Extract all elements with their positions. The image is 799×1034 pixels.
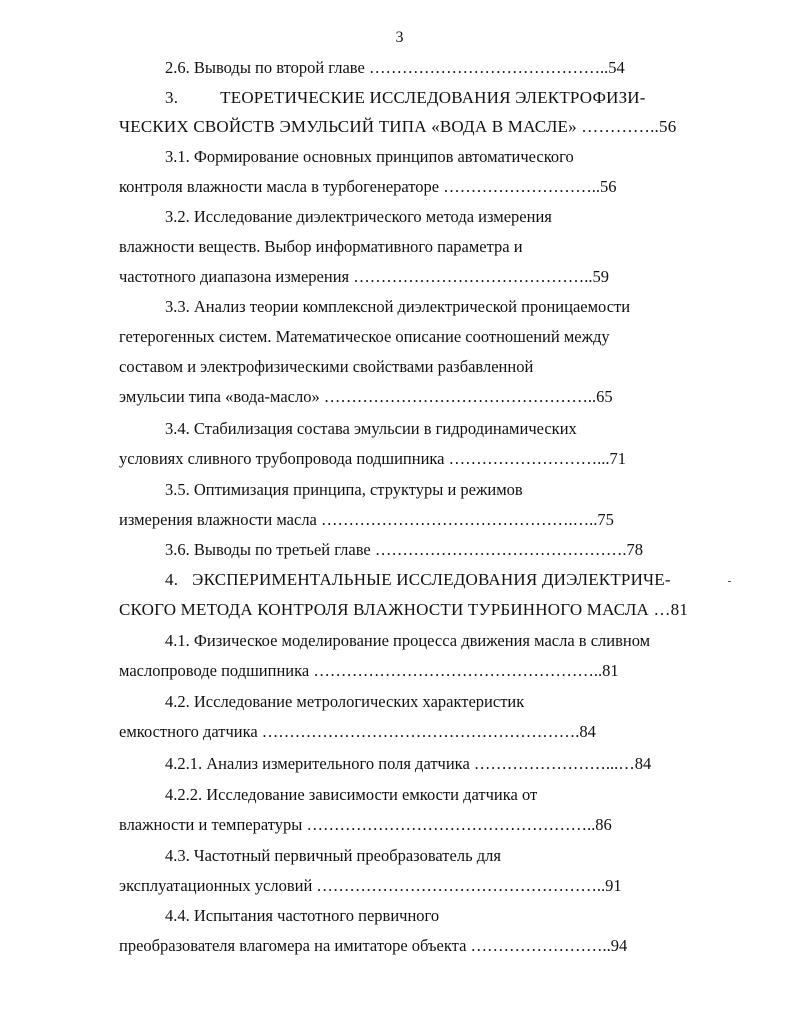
toc-entry-4-4: 4.4. Испытания частотного первичного [165, 906, 440, 925]
toc-chapter-4-number: 4. [165, 570, 179, 589]
toc-entry-3-3-cont-2: составом и электрофизическими свойствами разбавленной [119, 357, 534, 376]
toc-entry-3-3-cont-1: гетерогенных систем. Математическое описание соотношений между [119, 327, 610, 346]
toc-entry-3-3: 3.3. Анализ теории комплексной диэлектрической проницаемости [165, 297, 631, 316]
scan-speck [728, 581, 731, 582]
page-number: 3 [395, 29, 404, 46]
toc-entry-4-3: 4.3. Частотный первичный преобразователь для [165, 846, 501, 865]
toc-entry-2-6: 2.6. Выводы по второй главе ……………………………………..54 [165, 58, 625, 77]
toc-chapter-3-heading [165, 87, 646, 109]
toc-chapter-3-number: 3. [165, 88, 179, 107]
toc-chapter-4-title-cont: СКОГО МЕТОДА КОНТРОЛЯ ВЛАЖНОСТИ ТУРБИННОГО МАСЛА …81 [119, 600, 689, 619]
toc-entry-4-3-cont: эксплуатационных условий ……………………………………………..91 [119, 876, 622, 895]
toc-entry-4-4-cont: преобразователя влагомера на имитаторе объекта ……………………..94 [119, 936, 628, 955]
toc-entry-4-2: 4.2. Исследование метрологических характеристик [165, 692, 525, 711]
toc-entry-4-2-2-cont: влажности и температуры ……………………………………………..86 [119, 815, 612, 834]
toc-entry-3-4-cont: условиях сливного трубопровода подшипника ………………………...71 [119, 449, 626, 468]
toc-entry-3-5-cont: измерения влажности масла ……………………………………….…..75 [119, 510, 614, 529]
toc-entry-3-6: 3.6. Выводы по третьей главе ……………………………………….78 [165, 540, 643, 559]
toc-entry-4-2-2: 4.2.2. Исследование зависимости емкости датчика от [165, 785, 538, 804]
toc-chapter-4-title: ЭКСПЕРИМЕНТАЛЬНЫЕ ИССЛЕДОВАНИЯ ДИЭЛЕКТРИЧЕ- [192, 570, 671, 589]
toc-entry-3-5: 3.5. Оптимизация принципа, структуры и режимов [165, 480, 523, 499]
toc-entry-3-1-cont: контроля влажности масла в турбогенераторе ………………………..56 [119, 177, 617, 196]
toc-entry-4-1-cont: маслопроводе подшипника ……………………………………………..81 [119, 661, 619, 680]
toc-entry-3-2: 3.2. Исследование диэлектрического метода измерения [165, 207, 552, 226]
toc-entry-3-4: 3.4. Стабилизация состава эмульсии в гидродинамических [165, 419, 577, 438]
toc-entry-4-2-1: 4.2.1. Анализ измерительного поля датчика ……………………...…84 [165, 754, 652, 773]
toc-entry-3-2-cont-2: частотного диапазона измерения ……………………………………..59 [119, 267, 610, 286]
toc-entry-3-1: 3.1. Формирование основных принципов автоматического [165, 147, 574, 166]
toc-entry-4-2-cont: емкостного датчика ………………………………………………….84 [119, 722, 596, 741]
toc-chapter-3-title: ТЕОРЕТИЧЕСКИЕ ИССЛЕДОВАНИЯ ЭЛЕКТРОФИЗИ- [220, 88, 646, 107]
toc-chapter-3-title-cont: ЧЕСКИХ СВОЙСТВ ЭМУЛЬСИЙ ТИПА «ВОДА В МАСЛЕ» …………..56 [119, 117, 677, 136]
toc-entry-3-3-cont-3: эмульсии типа «вода-масло» …………………………………………..65 [119, 387, 613, 406]
toc-chapter-4-heading [165, 569, 671, 591]
toc-entry-4-1: 4.1. Физическое моделирование процесса движения масла в сливном [165, 631, 651, 650]
toc-entry-3-2-cont-1: влажности веществ. Выбор информативного параметра и [119, 237, 523, 256]
